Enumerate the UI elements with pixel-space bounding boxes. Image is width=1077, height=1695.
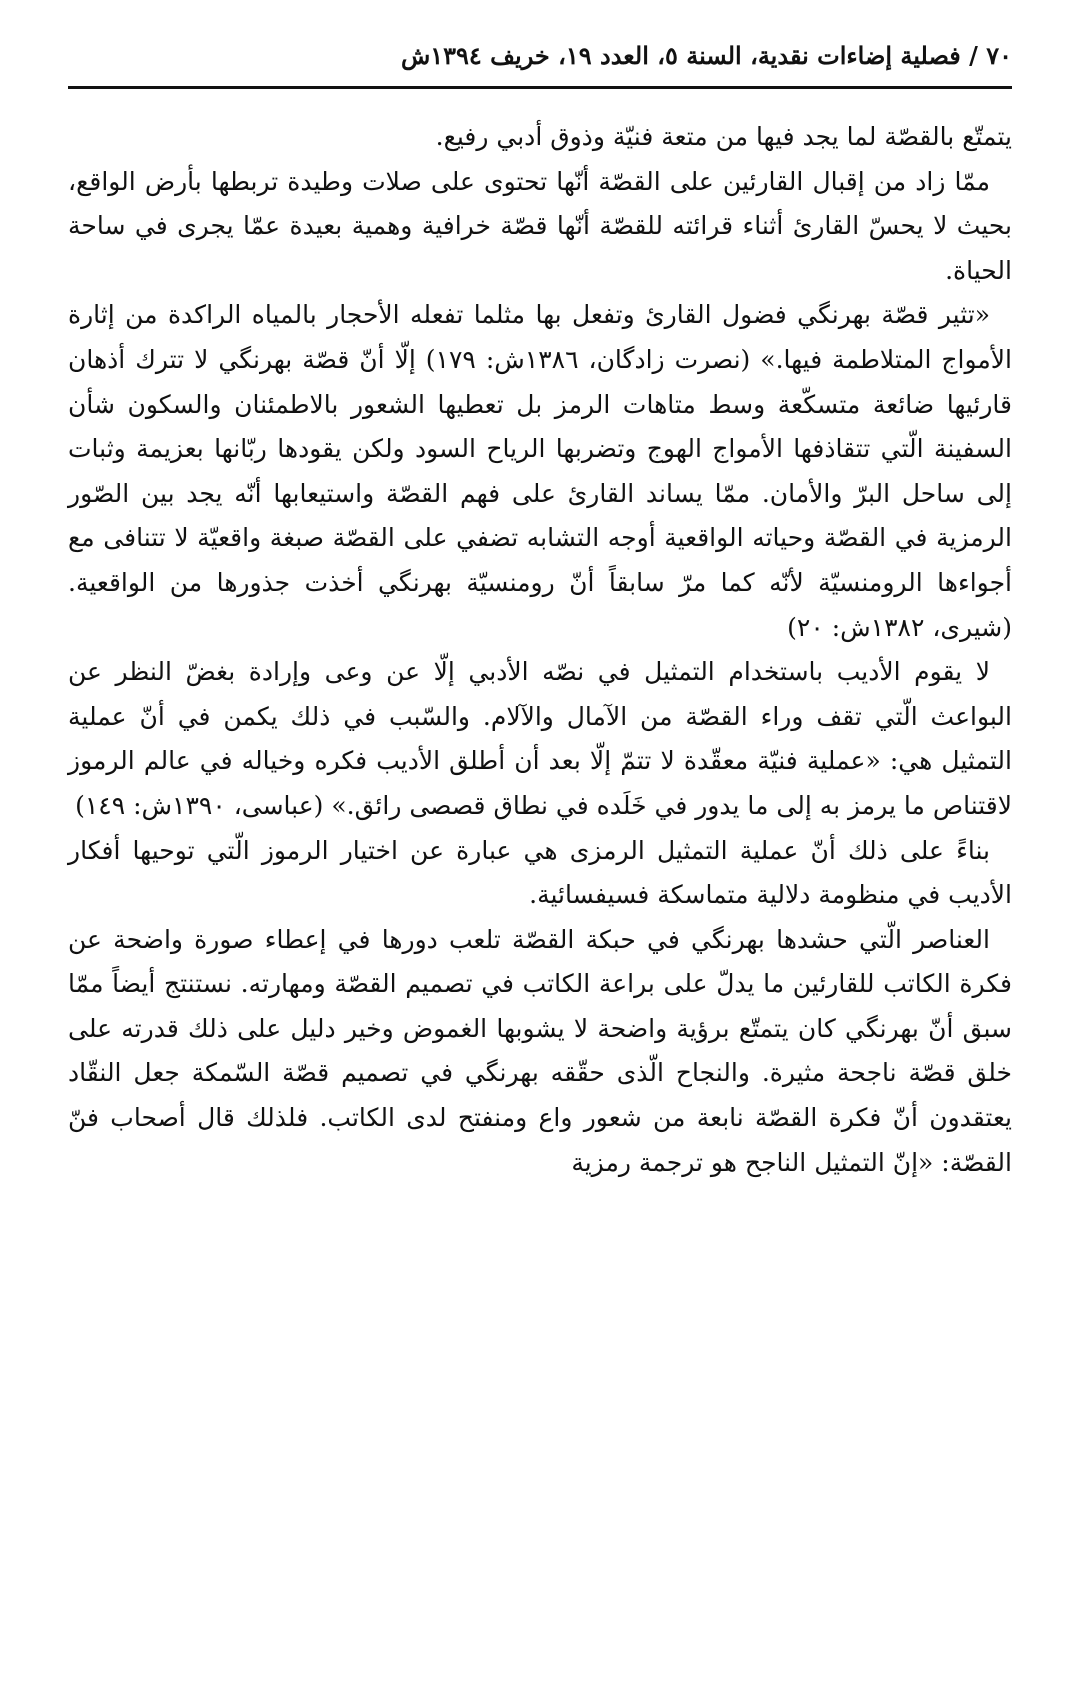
- article-body: [68, 115, 1012, 1185]
- paragraph: العناصر الّتي حشدها بهرنگي في حبكة القصّة تلعب دورها في إعطاء صورة واضحة عن فكرة الكاتب للقارئين ما يدلّ على براعة الكاتب في تصميم القصّة ومهارته. نستنتج أيضاً ممّا سبق أنّ بهرنگي كان يتمتّع برؤية واضحة لا يشوبها الغموض وخير دليل على ذلك قدرته على خلق قصّة ناجحة مثيرة. والنجاح الّذى حقّقه بهرنگي في تصميم قصّة السّمكة جعل النقّاد يعتقدون أنّ فكرة القصّة نابعة من شعور واع ومنفتح لدى الكاتب. فلذلك قال أصحاب فنّ القصّة: «إنّ التمثيل الناجح هو ترجمة رمزية: [68, 924, 1013, 1177]
- paragraph: لا يقوم الأديب باستخدام التمثيل في نصّه الأدبي إلّا عن وعى وإرادة بغضّ النظر عن البواعث الّتي تقف وراء القصّة من الآمال والآلام. والسّبب في ذلك يكمن في أنّ عملية التمثيل هي: «عملية فنيّة معقّدة لا تتمّ إلّا بعد أن أطلق الأديب فكره وخياله في عالم الرموز لاقتناص ما يرمز به إلى ما يدور في خَلَده في نطاق قصصى رائق.» (عباسى، ١٣٩٠ش: ١٤٩): [68, 657, 1012, 820]
- running-head: ٧٠ / فصلية إضاءات نقدية، السنة ٥، العدد ١٩، خريف ١٣٩٤ش: [400, 41, 1012, 70]
- journal-page: [68, 0, 1012, 1695]
- paragraph: ممّا زاد من إقبال القارئين على القصّة أنّها تحتوى على صلات وطيدة تربطها بأرض الواقع، بحيث لا يحسّ القارئ أثناء قرائته للقصّة أنّها قصّة خرافية وهمية بعيدة عمّا يجرى في ساحة الحياة.: [68, 166, 1012, 285]
- paragraph-continuation: يتمتّع بالقصّة لما يجد فيها من متعة فنيّة وذوق أدبي رفيع.: [435, 122, 1012, 151]
- paragraph: «تثير قصّة بهرنگي فضول القارئ وتفعل بها مثلما تفعله الأحجار بالمياه الراكدة من إثارة الأمواج المتلاطمة فيها.» (نصرت زادگان، ١٣٨٦ش: ١٧٩) إلّا أنّ قصّة بهرنگي لا تترك أذهان قارئيها ضائعة متسكّعة وسط متاهات الرمز بل تعطيها الشعور بالاطمئنان والسكون شأن السفينة الّتي تتقاذفها الأمواج الهوج وتضربها الرياح السود ولكن يقودها ربّانها بعزيمة وثبات إلى ساحل البرّ والأمان. ممّا يساند القارئ على فهم القصّة واستيعابها أنّه يجد بين الصّور الرمزية في القصّة وحياته الواقعية أوجه التشابه تضفي على القصّة صبغة واقعيّة لا تتنافى مع أجواءها الرومنسيّة لأنّه كما مرّ سابقاً أنّ رومنسيّة بهرنگي أخذت جذورها من الواقعية. (شيرى، ١٣٨٢ش: ٢٠): [68, 300, 1012, 642]
- header-rule: [68, 86, 1012, 89]
- paragraph: بناءً على ذلك أنّ عملية التمثيل الرمزى هي عبارة عن اختيار الرموز الّتي توحيها أفكار الأديب في منظومة دلالية متماسكة فسيفسائية.: [68, 835, 1012, 910]
